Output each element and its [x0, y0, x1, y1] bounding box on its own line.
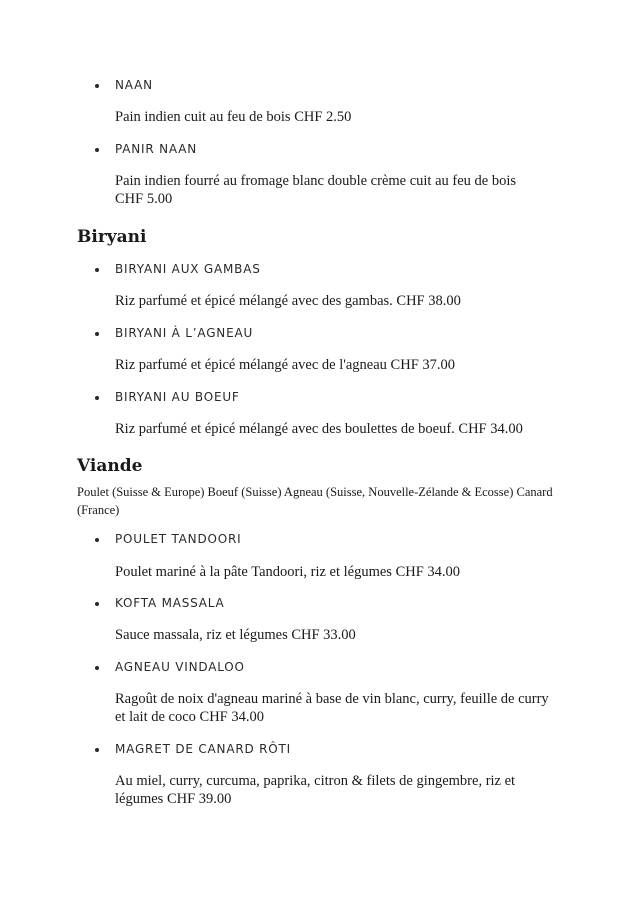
bullet-icon — [95, 84, 99, 88]
menu-item-title: NAAN — [115, 78, 153, 92]
menu-item-description: Pain indien fourré au fromage blanc double crème cuit au feu de bois CHF 5.00 — [115, 173, 517, 207]
bullet-icon — [95, 148, 99, 152]
section-heading-biryani: Biryani — [77, 227, 147, 247]
bullet-icon — [95, 396, 99, 400]
bullet-icon — [95, 332, 99, 336]
menu-item-description: Riz parfumé et épicé mélangé avec des boulettes de boeuf. CHF 34.00 — [115, 421, 523, 437]
meat-origin-note: Poulet (Suisse & Europe) Boeuf (Suisse) Agneau (Suisse, Nouvelle-Zélande & Ecosse) Canard (France) — [77, 485, 553, 517]
menu-item-title: MAGRET DE CANARD RÔTI — [115, 742, 291, 756]
bullet-icon — [95, 602, 99, 606]
bullet-icon — [95, 268, 99, 272]
menu-item-title: POULET TANDOORI — [115, 532, 242, 546]
menu-item-description: Ragoût de noix d'agneau mariné à base de vin blanc, curry, feuille de curry et lait de coco CHF 34.00 — [115, 691, 549, 725]
menu-item-title: BIRYANI AUX GAMBAS — [115, 262, 261, 276]
menu-item-description: Au miel, curry, curcuma, paprika, citron & filets de gingembre, riz et légumes CHF 39.00 — [115, 773, 516, 807]
bullet-icon — [95, 748, 99, 752]
menu-item-description: Riz parfumé et épicé mélangé avec de l'agneau CHF 37.00 — [115, 357, 456, 373]
menu-item-title: AGNEAU VINDALOO — [115, 660, 245, 674]
section-heading-viande: Viande — [77, 456, 143, 476]
bullet-icon — [95, 666, 99, 670]
menu-item-title: PANIR NAAN — [115, 142, 198, 156]
menu-item-description: Sauce massala, riz et légumes CHF 33.00 — [115, 627, 356, 643]
menu-item-title: BIRYANI À L’AGNEAU — [115, 326, 254, 340]
menu-item-description: Pain indien cuit au feu de bois CHF 2.50 — [115, 109, 352, 125]
menu-item-description: Riz parfumé et épicé mélangé avec des gambas. CHF 38.00 — [115, 293, 461, 309]
bullet-icon — [95, 538, 99, 542]
menu-item-title: BIRYANI AU BOEUF — [115, 390, 240, 404]
menu-item-description: Poulet mariné à la pâte Tandoori, riz et légumes CHF 34.00 — [115, 564, 461, 580]
menu-item-title: KOFTA MASSALA — [115, 596, 225, 610]
